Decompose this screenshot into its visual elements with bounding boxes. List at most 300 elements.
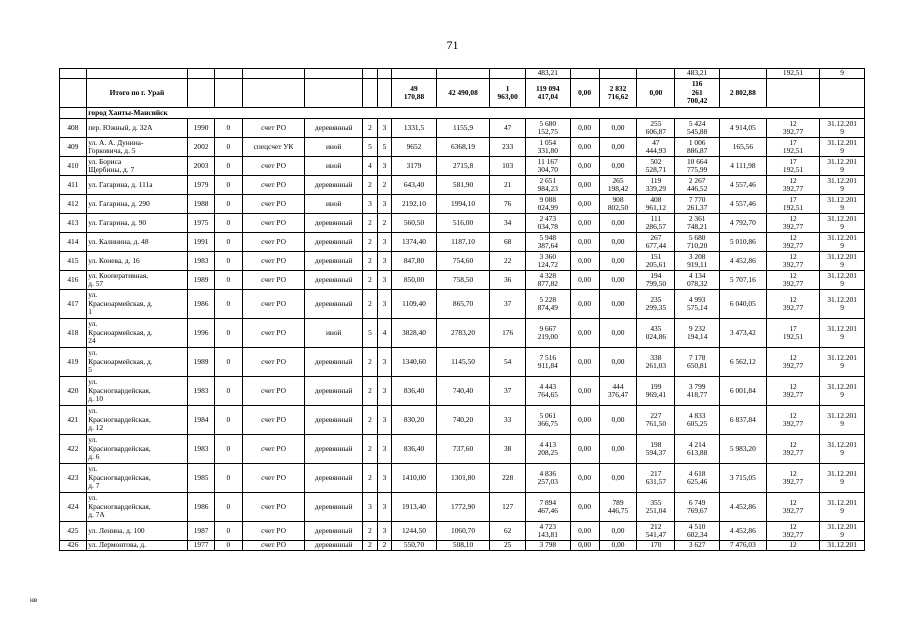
floors-cell: 2 <box>363 522 377 541</box>
build-year-cell: 1989 <box>188 271 215 290</box>
address-cell: ул. Красногвардейская, д. 10 <box>86 377 187 406</box>
city-name: город Ханты-Мансийск <box>86 108 864 119</box>
floors-cell: 2 <box>363 271 377 290</box>
row-number-cell: 410 <box>60 157 87 176</box>
total-cost: 119 094 417,04 <box>525 79 570 108</box>
federal-funds-cell: 0,00 <box>570 157 599 176</box>
carryover-cost: 483,21 <box>525 69 570 79</box>
unit-limit-cell: 12 392,77 <box>766 119 820 138</box>
deadline-cell: 31.12.201 9 <box>820 233 865 252</box>
address-cell: ул. Бориса Щербины, д. 7 <box>86 157 187 176</box>
residents-cell: 47 <box>490 119 526 138</box>
deadline-cell: 31.12.201 9 <box>820 176 865 195</box>
floors-cell: 2 <box>363 406 377 435</box>
local-funds-cell: 435 024,86 <box>637 319 675 348</box>
total-cost-cell: 2 651 984,23 <box>525 176 570 195</box>
fund-method-cell: счет РО <box>242 406 304 435</box>
fund-method-cell: счет РО <box>242 233 304 252</box>
commission-year-cell: 0 <box>214 290 242 319</box>
commission-year-cell: 0 <box>214 522 242 541</box>
regional-funds-cell: 0,00 <box>599 522 637 541</box>
total-cost-cell: 5 680 152,75 <box>525 119 570 138</box>
commission-year-cell: 0 <box>214 233 242 252</box>
owner-funds-cell: 3 208 919,11 <box>675 252 720 271</box>
living-area-cell: 1155,9 <box>436 119 490 138</box>
entrances-cell: 5 <box>377 138 391 157</box>
unit-limit-cell: 12 392,77 <box>766 522 820 541</box>
owner-funds-cell: 3 799 418,77 <box>675 377 720 406</box>
row-number-cell: 418 <box>60 319 87 348</box>
local-funds-cell: 151 205,61 <box>637 252 675 271</box>
floors-cell: 3 <box>363 195 377 214</box>
carryover-fund: 483,21 <box>675 69 720 79</box>
floors-cell: 2 <box>363 214 377 233</box>
unit-limit-cell: 12 392,77 <box>766 406 820 435</box>
entrances-cell: 3 <box>377 195 391 214</box>
fund-method-cell: счет РО <box>242 176 304 195</box>
commission-year-cell: 0 <box>214 377 242 406</box>
build-year-cell: 1990 <box>188 119 215 138</box>
fund-method-cell: счет РО <box>242 290 304 319</box>
total-cost-cell: 5 061 366,75 <box>525 406 570 435</box>
entrances-cell: 3 <box>377 464 391 493</box>
local-funds-cell: 119 339,29 <box>637 176 675 195</box>
floors-cell: 2 <box>363 541 377 551</box>
regional-funds-cell: 444 376,47 <box>599 377 637 406</box>
residents-cell: 25 <box>490 541 526 551</box>
deadline-cell: 31.12.201 9 <box>820 214 865 233</box>
unit-limit-cell: 17 192,51 <box>766 319 820 348</box>
unit-cost-cell: 4 792,70 <box>719 214 766 233</box>
deadline-cell: 31.12.201 9 <box>820 406 865 435</box>
unit-cost-cell: 4 557,46 <box>719 195 766 214</box>
fund-method-cell: счет РО <box>242 464 304 493</box>
wall-material-cell: иной <box>305 195 363 214</box>
wall-material-cell: иной <box>305 138 363 157</box>
commission-year-cell: 0 <box>214 119 242 138</box>
address-cell: ул. Красногвардейская, д. 12 <box>86 406 187 435</box>
regional-funds-cell: 908 802,50 <box>599 195 637 214</box>
unit-cost-cell: 4 452,86 <box>719 252 766 271</box>
wall-material-cell: деревянный <box>305 348 363 377</box>
local-funds-cell: 255 606,87 <box>637 119 675 138</box>
unit-limit-cell: 17 192,51 <box>766 157 820 176</box>
floors-cell: 2 <box>363 290 377 319</box>
row-number-cell: 422 <box>60 435 87 464</box>
local-funds-cell: 408 961,12 <box>637 195 675 214</box>
row-number-cell: 421 <box>60 406 87 435</box>
residents-cell: 22 <box>490 252 526 271</box>
owner-funds-cell: 6 749 769,67 <box>675 493 720 522</box>
total-cost-cell: 3 798 <box>525 541 570 551</box>
local-funds-cell: 502 528,71 <box>637 157 675 176</box>
living-area-cell: 1187,10 <box>436 233 490 252</box>
build-year-cell: 1996 <box>188 319 215 348</box>
floors-cell: 4 <box>363 157 377 176</box>
deadline-cell: 31.12.201 <box>820 541 865 551</box>
floors-cell: 2 <box>363 435 377 464</box>
total-area-cell: 1244,50 <box>392 522 437 541</box>
commission-year-cell: 0 <box>214 493 242 522</box>
local-funds-cell: 235 299,35 <box>637 290 675 319</box>
residents-cell: 228 <box>490 464 526 493</box>
residents-cell: 233 <box>490 138 526 157</box>
federal-funds-cell: 0,00 <box>570 271 599 290</box>
total-area-cell: 2192,10 <box>392 195 437 214</box>
address-cell: пер. Южный, д. 32А <box>86 119 187 138</box>
local-funds-cell: 212 541,47 <box>637 522 675 541</box>
unit-limit-cell: 12 392,77 <box>766 176 820 195</box>
federal-funds-cell: 0,00 <box>570 541 599 551</box>
row-number-cell: 416 <box>60 271 87 290</box>
total-area: 49 170,88 <box>392 79 437 108</box>
commission-year-cell: 0 <box>214 348 242 377</box>
address-cell: ул. Лермонтова, д. <box>86 541 187 551</box>
build-year-cell: 2002 <box>188 138 215 157</box>
owner-funds-cell: 4 833 605,25 <box>675 406 720 435</box>
wall-material-cell: деревянный <box>305 406 363 435</box>
table-row <box>60 290 865 319</box>
footer-mark: нв <box>30 596 38 604</box>
deadline-cell: 31.12.201 9 <box>820 348 865 377</box>
unit-cost-cell: 6 837,84 <box>719 406 766 435</box>
build-year-cell: 1986 <box>188 290 215 319</box>
residents-cell: 176 <box>490 319 526 348</box>
wall-material-cell: деревянный <box>305 233 363 252</box>
federal-funds-cell: 0,00 <box>570 464 599 493</box>
row-number-cell: 409 <box>60 138 87 157</box>
entrances-cell: 3 <box>377 406 391 435</box>
regional-funds-cell: 0,00 <box>599 464 637 493</box>
commission-year-cell: 0 <box>214 195 242 214</box>
entrances-cell: 3 <box>377 157 391 176</box>
regional-funds-cell: 0,00 <box>599 541 637 551</box>
address-cell: ул. Красноармейская, д. 1 <box>86 290 187 319</box>
table-row <box>60 233 865 252</box>
owner-funds-cell: 2 361 748,21 <box>675 214 720 233</box>
total-cost-cell: 11 167 304,70 <box>525 157 570 176</box>
floors-cell: 3 <box>363 493 377 522</box>
table-row <box>60 176 865 195</box>
row-number-cell: 420 <box>60 377 87 406</box>
living-area-cell: 1994,10 <box>436 195 490 214</box>
total-cost-cell: 4 836 257,03 <box>525 464 570 493</box>
table-row <box>60 435 865 464</box>
local-funds-cell: 217 631,57 <box>637 464 675 493</box>
floors-cell: 5 <box>363 319 377 348</box>
fund-method-cell: счет РО <box>242 271 304 290</box>
federal-funds-cell: 0,00 <box>570 406 599 435</box>
entrances-cell: 3 <box>377 435 391 464</box>
build-year-cell: 1988 <box>188 195 215 214</box>
total-cost-cell: 4 443 764,65 <box>525 377 570 406</box>
build-year-cell: 1979 <box>188 176 215 195</box>
commission-year-cell: 0 <box>214 406 242 435</box>
address-cell: ул. А. А. Дунина- Горковича, д. 5 <box>86 138 187 157</box>
commission-year-cell: 0 <box>214 252 242 271</box>
row-number-cell: 408 <box>60 119 87 138</box>
entrances-cell: 3 <box>377 252 391 271</box>
living-area-cell: 1060,70 <box>436 522 490 541</box>
federal-funds-cell: 0,00 <box>570 176 599 195</box>
build-year-cell: 1989 <box>188 348 215 377</box>
total-cost-cell: 7 516 911,84 <box>525 348 570 377</box>
fund-method-cell: счет РО <box>242 252 304 271</box>
unit-limit-cell: 12 392,77 <box>766 214 820 233</box>
table-row <box>60 464 865 493</box>
unit-cost-cell: 4 914,05 <box>719 119 766 138</box>
floors-cell: 2 <box>363 176 377 195</box>
owner-funds-cell: 2 267 446,52 <box>675 176 720 195</box>
commission-year-cell: 0 <box>214 157 242 176</box>
unit-limit-cell: 12 392,77 <box>766 464 820 493</box>
fund-method-cell: счет РО <box>242 493 304 522</box>
local-funds-cell: 198 594,37 <box>637 435 675 464</box>
living-area-cell: 865,70 <box>436 290 490 319</box>
total-area-cell: 1410,00 <box>392 464 437 493</box>
commission-year-cell: 0 <box>214 176 242 195</box>
deadline-cell: 31.12.201 9 <box>820 138 865 157</box>
total-area-cell: 850,00 <box>392 271 437 290</box>
deadline-cell: 31.12.201 9 <box>820 195 865 214</box>
total-area-cell: 1109,40 <box>392 290 437 319</box>
unit-cost-cell: 5 707,16 <box>719 271 766 290</box>
total-area-cell: 1913,40 <box>392 493 437 522</box>
table-row <box>60 493 865 522</box>
wall-material-cell: деревянный <box>305 522 363 541</box>
total-living-area: 42 490,08 <box>436 79 490 108</box>
total-area-cell: 3179 <box>392 157 437 176</box>
wall-material-cell: деревянный <box>305 271 363 290</box>
local-funds-cell: 194 799,50 <box>637 271 675 290</box>
regional-funds-cell: 0,00 <box>599 435 637 464</box>
total-area-cell: 643,40 <box>392 176 437 195</box>
commission-year-cell: 0 <box>214 214 242 233</box>
fund-method-cell: счет РО <box>242 522 304 541</box>
deadline-cell: 31.12.201 9 <box>820 252 865 271</box>
federal-funds-cell: 0,00 <box>570 252 599 271</box>
owner-funds-cell: 4 134 078,32 <box>675 271 720 290</box>
total-regional: 2 832 716,62 <box>599 79 637 108</box>
build-year-cell: 1985 <box>188 464 215 493</box>
carryover-limit: 192,51 <box>766 69 820 79</box>
wall-material-cell: деревянный <box>305 493 363 522</box>
living-area-cell: 2715,8 <box>436 157 490 176</box>
carryover-date: 9 <box>820 69 865 79</box>
wall-material-cell: деревянный <box>305 214 363 233</box>
deadline-cell: 31.12.201 9 <box>820 435 865 464</box>
federal-funds-cell: 0,00 <box>570 195 599 214</box>
fund-method-cell: счет РО <box>242 119 304 138</box>
residents-cell: 76 <box>490 195 526 214</box>
fund-method-cell: счет РО <box>242 214 304 233</box>
total-cost-cell: 4 328 877,82 <box>525 271 570 290</box>
fund-method-cell: счет РО <box>242 157 304 176</box>
floors-cell: 2 <box>363 464 377 493</box>
federal-funds-cell: 0,00 <box>570 348 599 377</box>
unit-cost-cell: 3 473,42 <box>719 319 766 348</box>
fund-method-cell: счет РО <box>242 541 304 551</box>
unit-limit-cell: 12 392,77 <box>766 233 820 252</box>
row-number-cell: 426 <box>60 541 87 551</box>
regional-funds-cell: 0,00 <box>599 290 637 319</box>
fund-method-cell: счет РО <box>242 377 304 406</box>
wall-material-cell: деревянный <box>305 252 363 271</box>
living-area-cell: 6368,19 <box>436 138 490 157</box>
owner-funds-cell: 5 680 710,20 <box>675 233 720 252</box>
local-funds-cell: 111 286,57 <box>637 214 675 233</box>
table-row <box>60 195 865 214</box>
table-row <box>60 119 865 138</box>
total-cost-cell: 3 360 124,72 <box>525 252 570 271</box>
table-row <box>60 214 865 233</box>
unit-limit-cell: 12 392,77 <box>766 348 820 377</box>
regional-funds-cell: 0,00 <box>599 348 637 377</box>
build-year-cell: 1983 <box>188 435 215 464</box>
residents-cell: 34 <box>490 214 526 233</box>
floors-cell: 5 <box>363 138 377 157</box>
unit-limit-cell: 17 192,51 <box>766 138 820 157</box>
total-area-cell: 836,40 <box>392 377 437 406</box>
deadline-cell: 31.12.201 9 <box>820 522 865 541</box>
table-row <box>60 157 865 176</box>
regional-funds-cell: 0,00 <box>599 214 637 233</box>
owner-funds-cell: 7 770 261,37 <box>675 195 720 214</box>
total-owners: 116 261 700,42 <box>675 79 720 108</box>
entrances-cell: 3 <box>377 493 391 522</box>
deadline-cell: 31.12.201 9 <box>820 464 865 493</box>
deadline-cell: 31.12.201 9 <box>820 319 865 348</box>
residents-cell: 127 <box>490 493 526 522</box>
fund-method-cell: счет РО <box>242 348 304 377</box>
fund-method-cell: счет РО <box>242 319 304 348</box>
local-funds-cell: 47 444,93 <box>637 138 675 157</box>
fund-method-cell: спецсчет УК <box>242 138 304 157</box>
unit-cost-cell: 5 010,86 <box>719 233 766 252</box>
regional-funds-cell: 0,00 <box>599 252 637 271</box>
housing-register-table <box>59 68 865 551</box>
living-area-cell: 508,10 <box>436 541 490 551</box>
total-area-cell: 830,20 <box>392 406 437 435</box>
regional-funds-cell: 0,00 <box>599 233 637 252</box>
residents-cell: 38 <box>490 435 526 464</box>
entrances-cell: 3 <box>377 522 391 541</box>
build-year-cell: 1986 <box>188 493 215 522</box>
federal-funds-cell: 0,00 <box>570 214 599 233</box>
entrances-cell: 3 <box>377 348 391 377</box>
total-area-cell: 3828,40 <box>392 319 437 348</box>
total-cost-cell: 9 667 219,00 <box>525 319 570 348</box>
table-row <box>60 138 865 157</box>
address-cell: ул. Ленина, д. 100 <box>86 522 187 541</box>
entrances-cell: 2 <box>377 541 391 551</box>
row-number-cell: 412 <box>60 195 87 214</box>
entrances-cell: 3 <box>377 119 391 138</box>
table-row <box>60 377 865 406</box>
entrances-cell: 2 <box>377 176 391 195</box>
floors-cell: 2 <box>363 377 377 406</box>
wall-material-cell: деревянный <box>305 541 363 551</box>
unit-cost-cell: 5 983,20 <box>719 435 766 464</box>
commission-year-cell: 0 <box>214 319 242 348</box>
residents-cell: 37 <box>490 290 526 319</box>
residents-cell: 62 <box>490 522 526 541</box>
unit-cost-cell: 165,56 <box>719 138 766 157</box>
address-cell: ул. Калинина, д. 48 <box>86 233 187 252</box>
address-cell: ул. Красногвардейская, д. 7А <box>86 493 187 522</box>
floors-cell: 2 <box>363 348 377 377</box>
federal-funds-cell: 0,00 <box>570 138 599 157</box>
address-cell: ул. Гагарина, д. 290 <box>86 195 187 214</box>
commission-year-cell: 0 <box>214 138 242 157</box>
row-number-cell: 425 <box>60 522 87 541</box>
federal-funds-cell: 0,00 <box>570 233 599 252</box>
address-cell: ул. Конева, д. 16 <box>86 252 187 271</box>
row-number-cell: 417 <box>60 290 87 319</box>
regional-funds-cell: 0,00 <box>599 119 637 138</box>
wall-material-cell: деревянный <box>305 377 363 406</box>
row-number-cell: 411 <box>60 176 87 195</box>
unit-cost-cell: 3 715,05 <box>719 464 766 493</box>
unit-cost-cell: 7 476,03 <box>719 541 766 551</box>
unit-cost-cell: 4 452,86 <box>719 522 766 541</box>
unit-limit-cell: 12 <box>766 541 820 551</box>
build-year-cell: 1977 <box>188 541 215 551</box>
regional-funds-cell: 265 198,42 <box>599 176 637 195</box>
living-area-cell: 516,00 <box>436 214 490 233</box>
wall-material-cell: деревянный <box>305 119 363 138</box>
living-area-cell: 740,20 <box>436 406 490 435</box>
living-area-cell: 1301,80 <box>436 464 490 493</box>
local-funds-cell: 199 969,41 <box>637 377 675 406</box>
address-cell: ул. Красноармейская, д. 5 <box>86 348 187 377</box>
living-area-cell: 2783,20 <box>436 319 490 348</box>
unit-cost-cell: 4 111,98 <box>719 157 766 176</box>
living-area-cell: 758,50 <box>436 271 490 290</box>
total-federal: 0,00 <box>570 79 599 108</box>
local-funds-cell: 338 261,03 <box>637 348 675 377</box>
entrances-cell: 3 <box>377 377 391 406</box>
federal-funds-cell: 0,00 <box>570 119 599 138</box>
federal-funds-cell: 0,00 <box>570 319 599 348</box>
unit-cost-cell: 4 452,86 <box>719 493 766 522</box>
total-area-cell: 1340,60 <box>392 348 437 377</box>
address-cell: ул. Красногвардейская, д. 6 <box>86 435 187 464</box>
deadline-cell: 31.12.201 9 <box>820 290 865 319</box>
total-area-cell: 550,70 <box>392 541 437 551</box>
row-number-cell: 424 <box>60 493 87 522</box>
unit-cost-cell: 6 001,84 <box>719 377 766 406</box>
total-residents: 1 963,00 <box>490 79 526 108</box>
regional-funds-cell: 0,00 <box>599 319 637 348</box>
row-number-cell: 423 <box>60 464 87 493</box>
entrances-cell: 2 <box>377 214 391 233</box>
unit-cost-cell: 6 040,05 <box>719 290 766 319</box>
residents-cell: 36 <box>490 271 526 290</box>
commission-year-cell: 0 <box>214 464 242 493</box>
residents-cell: 33 <box>490 406 526 435</box>
living-area-cell: 737,60 <box>436 435 490 464</box>
address-cell: ул. Гагарина, д. 111а <box>86 176 187 195</box>
row-number-cell: 413 <box>60 214 87 233</box>
total-local: 0,00 <box>637 79 675 108</box>
build-year-cell: 1984 <box>188 406 215 435</box>
wall-material-cell: иной <box>305 157 363 176</box>
wall-material-cell: деревянный <box>305 435 363 464</box>
build-year-cell: 1983 <box>188 252 215 271</box>
total-area-cell: 560,50 <box>392 214 437 233</box>
living-area-cell: 1145,50 <box>436 348 490 377</box>
